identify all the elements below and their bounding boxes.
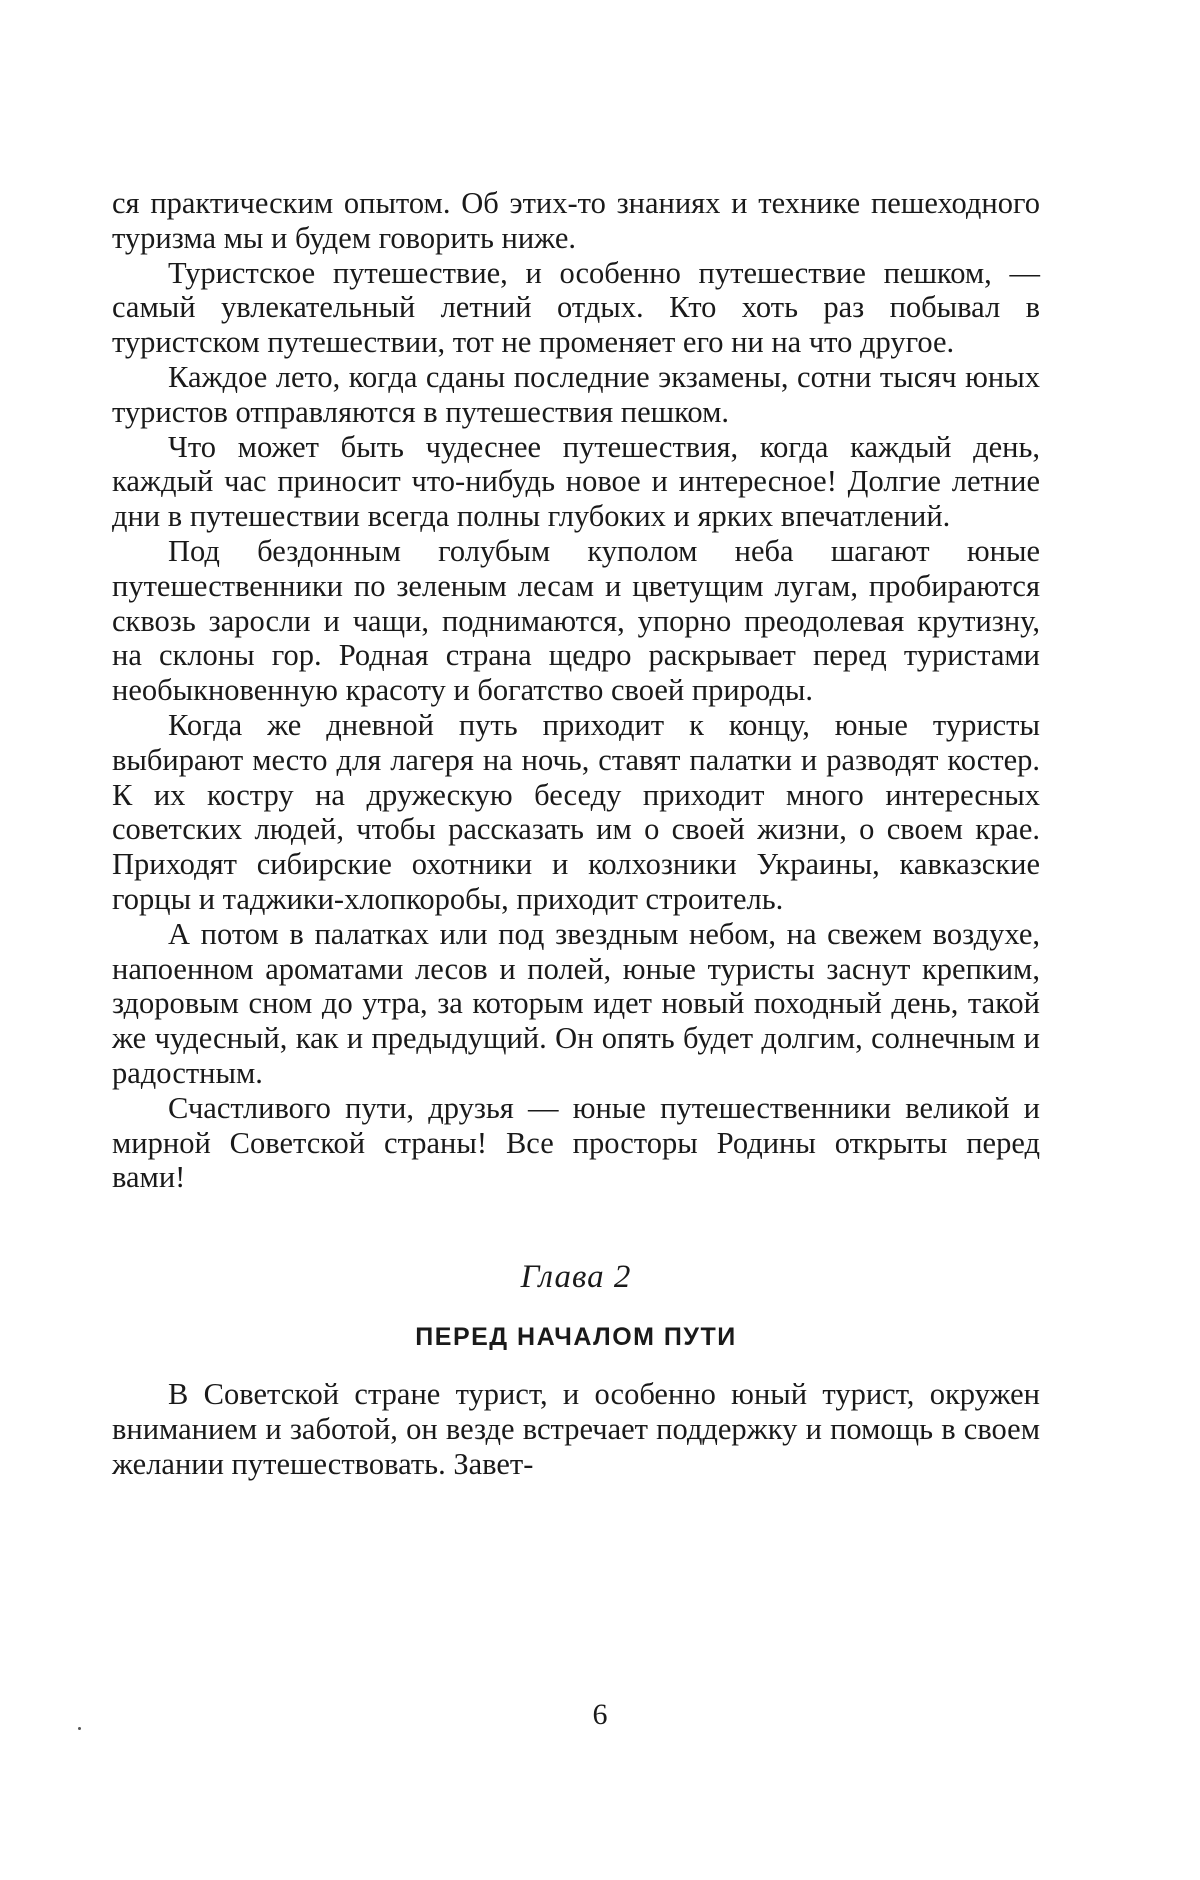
paragraph: Каждое лето, когда сданы последние экзамены, сотни тысяч юных туристов отправляются в путешествия пешком. [112,359,1040,429]
chapter-opening-paragraph: В Советской стране турист, и особенно юный турист, окружен вниманием и заботой, он везде встречает поддержку и помощь в своем желании путешествовать. Завет- [112,1377,1040,1481]
chapter-number: Глава 2 [520,1259,632,1296]
paragraph-continuation: ся практическим опытом. Об этих-то знаниях и технике пешеходного туризма мы и будем говорить ниже. [112,186,1040,255]
paragraph: Туристское путешествие, и особенно путешествие пешком, — самый увлекательный летний отдых. Кто хоть раз побывал в туристском путешествии, тот не променяет его ни на что другое. [112,255,1040,360]
paragraph: Счастливого пути, друзья — юные путешественники великой и мирной Советской страны! Все просторы Родины открыты перед вами! [112,1090,1040,1195]
paragraph: А потом в палатках или под звездным небом, на свежем воздухе, напоенном ароматами лесов и полей, юные туристы заснут крепким, здоровым сном до утра, за которым идет новый походный день, такой же чудесный, как и предыдущий. Он опять будет долгим, солнечным и радостным. [112,916,1040,1090]
paragraph: Когда же дневной путь приходит к концу, юные туристы выбирают место для лагеря на ночь, ставят палатки и разводят костер. К их костру на дружескую беседу приходит много интересных советских людей, чтобы рассказать им о своей жизни, о своем крае. Приходят сибирские охотники и колхозники Украины, кавказские горцы и таджики-хлопкоробы, приходит строитель. [112,707,1040,916]
chapter-title: ПЕРЕД НАЧАЛОМ ПУТИ [415,1323,737,1352]
page-content [112,186,1040,1482]
page-number: 6 [592,1698,608,1731]
paragraph: Под бездонным голубым куполом неба шагают юные путешественники по зеленым лесам и цветущим лугам, пробираются сквозь заросли и чащи, поднимаются, упорно преодолевая крутизну, на склоны гор. Родная страна щедро раскрывает перед туристами необыкновенную красоту и богатство своей природы. [112,533,1040,708]
paragraph: Что может быть чудеснее путешествия, когда каждый день, каждый час приносит что-нибудь новое и интересное! Долгие летние дни в путешествии всегда полны глубоких и ярких впечатлений. [112,429,1040,534]
scan-speck [78,1727,81,1730]
chapter-body [112,1377,1040,1481]
